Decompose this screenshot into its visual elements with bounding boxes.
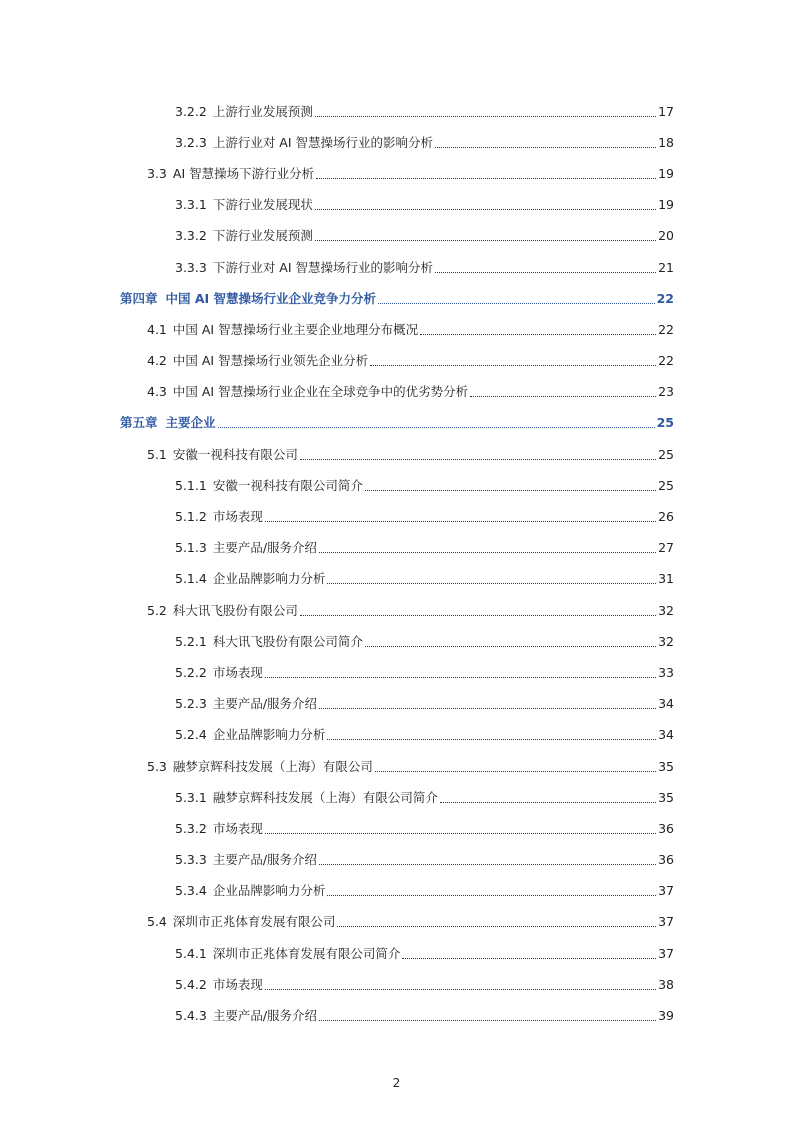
toc-entry-page: 36 bbox=[658, 820, 674, 836]
toc-entry[interactable] bbox=[0, 720, 793, 751]
toc-entry[interactable] bbox=[0, 595, 793, 626]
toc-entry-number: 5.3 bbox=[147, 758, 167, 774]
toc-entry[interactable] bbox=[0, 845, 793, 876]
toc-entry-page: 25 bbox=[658, 446, 674, 462]
toc-entry-number: 5.1.4 bbox=[175, 571, 207, 587]
toc-entry-number: 5.3.3 bbox=[175, 852, 207, 868]
toc-entry-title: 主要产品/服务介绍 bbox=[212, 1008, 318, 1024]
toc-entry[interactable] bbox=[0, 252, 793, 283]
toc-entry[interactable] bbox=[0, 938, 793, 969]
toc-entry-page: 21 bbox=[658, 259, 674, 275]
toc-entry-title: 科大讯飞股份有限公司简介 bbox=[212, 633, 363, 649]
toc-entry-page: 18 bbox=[658, 134, 674, 150]
toc-dot-leader bbox=[370, 364, 656, 366]
toc-dot-leader bbox=[265, 676, 656, 678]
toc-entry[interactable] bbox=[0, 470, 793, 501]
toc-entry-number: 5.2.2 bbox=[175, 664, 207, 680]
toc-entry-number: 3.2.2 bbox=[175, 103, 207, 119]
toc-entry-page: 31 bbox=[658, 571, 674, 587]
toc-dot-leader bbox=[265, 988, 656, 990]
toc-dot-leader bbox=[315, 115, 656, 117]
toc-entry[interactable] bbox=[0, 346, 793, 377]
toc-entry-title: AI 智慧操场下游行业分析 bbox=[172, 165, 315, 181]
toc-entry-title: 主要产品/服务介绍 bbox=[212, 696, 318, 712]
toc-dot-leader bbox=[470, 395, 656, 397]
toc-dot-leader bbox=[435, 146, 656, 148]
toc-entry-title: 上游行业发展预测 bbox=[212, 103, 313, 119]
toc-entry-number: 3.2.3 bbox=[175, 134, 207, 150]
toc-entry[interactable] bbox=[0, 533, 793, 564]
toc-dot-leader bbox=[365, 489, 656, 491]
toc-entry-title: 下游行业对 AI 智慧操场行业的影响分析 bbox=[212, 259, 433, 275]
toc-dot-leader bbox=[218, 426, 655, 428]
toc-dot-leader bbox=[365, 645, 656, 647]
toc-entry[interactable] bbox=[0, 564, 793, 595]
toc-entry-title: 市场表现 bbox=[212, 509, 263, 525]
toc-entry-page: 37 bbox=[658, 883, 674, 899]
toc-entry-number: 5.2.1 bbox=[175, 633, 207, 649]
toc-entry-title: 企业品牌影响力分析 bbox=[212, 727, 326, 743]
toc-entry-title: 企业品牌影响力分析 bbox=[212, 571, 326, 587]
toc-dot-leader bbox=[265, 520, 656, 522]
toc-entry-title: 市场表现 bbox=[212, 664, 263, 680]
toc-entry-page: 33 bbox=[658, 664, 674, 680]
toc-dot-leader bbox=[300, 614, 656, 616]
toc-entry-page: 34 bbox=[658, 696, 674, 712]
toc-entry-page: 22 bbox=[658, 321, 674, 337]
toc-dot-leader bbox=[315, 208, 656, 210]
toc-entry[interactable] bbox=[0, 190, 793, 221]
toc-entry-number: 5.1 bbox=[147, 446, 167, 462]
toc-entry[interactable] bbox=[0, 657, 793, 688]
toc-entry[interactable] bbox=[0, 439, 793, 470]
toc-entry-title: 中国 AI 智慧操场行业企业在全球竞争中的优劣势分析 bbox=[172, 384, 469, 400]
toc-entry-number: 5.3.1 bbox=[175, 789, 207, 805]
toc-entry-number: 第五章 bbox=[120, 415, 158, 431]
toc-entry-title: 中国 AI 智慧操场行业企业竞争力分析 bbox=[165, 290, 377, 306]
page-number: 2 bbox=[392, 1076, 401, 1090]
toc-entry-title: 中国 AI 智慧操场行业领先企业分析 bbox=[172, 353, 369, 369]
toc-entry[interactable] bbox=[0, 1000, 793, 1031]
toc-entry-title: 安徽一视科技有限公司 bbox=[172, 446, 298, 462]
toc-entry[interactable] bbox=[0, 221, 793, 252]
toc-entry[interactable] bbox=[0, 501, 793, 532]
toc-entry-page: 38 bbox=[658, 976, 674, 992]
toc-entry-page: 39 bbox=[658, 1008, 674, 1024]
toc-dot-leader bbox=[300, 458, 656, 460]
toc-entry-title: 深圳市正兆体育发展有限公司 bbox=[172, 914, 336, 930]
toc-entry-page: 37 bbox=[658, 945, 674, 961]
toc-entry-page: 17 bbox=[658, 103, 674, 119]
toc-dot-leader bbox=[378, 302, 655, 304]
toc-entry-title: 下游行业发展预测 bbox=[212, 228, 313, 244]
toc-dot-leader bbox=[319, 707, 656, 709]
toc-entry-page: 19 bbox=[658, 165, 674, 181]
toc-dot-leader bbox=[440, 801, 656, 803]
toc-entry-page: 34 bbox=[658, 727, 674, 743]
toc-entry[interactable] bbox=[0, 782, 793, 813]
toc-entry[interactable] bbox=[0, 127, 793, 158]
toc-entry-number: 3.3 bbox=[147, 165, 167, 181]
toc-entry-title: 融梦京辉科技发展（上海）有限公司 bbox=[172, 758, 373, 774]
toc-entry-page: 27 bbox=[658, 540, 674, 556]
table-of-contents bbox=[0, 96, 793, 1032]
toc-entry-number: 5.4 bbox=[147, 914, 167, 930]
toc-entry-page: 23 bbox=[658, 384, 674, 400]
toc-entry-number: 第四章 bbox=[120, 290, 158, 306]
toc-entry-page: 36 bbox=[658, 852, 674, 868]
toc-entry-title: 融梦京辉科技发展（上海）有限公司简介 bbox=[212, 789, 438, 805]
toc-entry-number: 5.3.4 bbox=[175, 883, 207, 899]
toc-entry-number: 5.2 bbox=[147, 602, 167, 618]
toc-entry-page: 19 bbox=[658, 197, 674, 213]
toc-entry[interactable] bbox=[0, 876, 793, 907]
toc-entry-title: 市场表现 bbox=[212, 820, 263, 836]
toc-entry-page: 32 bbox=[658, 633, 674, 649]
toc-entry-title: 深圳市正兆体育发展有限公司简介 bbox=[212, 945, 401, 961]
toc-entry-title: 市场表现 bbox=[212, 976, 263, 992]
toc-entry-title: 科大讯飞股份有限公司 bbox=[172, 602, 298, 618]
toc-dot-leader bbox=[337, 925, 656, 927]
toc-entry-title: 主要产品/服务介绍 bbox=[212, 540, 318, 556]
toc-entry-number: 5.4.2 bbox=[175, 976, 207, 992]
toc-entry-page: 26 bbox=[658, 509, 674, 525]
toc-entry-page: 35 bbox=[658, 758, 674, 774]
toc-entry-number: 3.3.2 bbox=[175, 228, 207, 244]
toc-entry[interactable] bbox=[0, 158, 793, 189]
toc-entry[interactable] bbox=[0, 96, 793, 127]
toc-entry-number: 5.4.3 bbox=[175, 1008, 207, 1024]
toc-dot-leader bbox=[315, 239, 656, 241]
toc-entry-number: 3.3.1 bbox=[175, 197, 207, 213]
toc-dot-leader bbox=[375, 770, 656, 772]
toc-dot-leader bbox=[327, 894, 656, 896]
toc-entry-page: 32 bbox=[658, 602, 674, 618]
toc-entry-title: 上游行业对 AI 智慧操场行业的影响分析 bbox=[212, 134, 433, 150]
toc-entry-number: 5.1.3 bbox=[175, 540, 207, 556]
toc-entry-number: 5.1.1 bbox=[175, 477, 207, 493]
toc-entry[interactable] bbox=[0, 969, 793, 1000]
toc-entry-title: 下游行业发展现状 bbox=[212, 197, 313, 213]
toc-chapter-entry[interactable] bbox=[0, 408, 793, 439]
toc-entry-page: 25 bbox=[656, 415, 674, 431]
toc-entry-number: 5.3.2 bbox=[175, 820, 207, 836]
toc-entry[interactable] bbox=[0, 377, 793, 408]
toc-entry-title: 主要产品/服务介绍 bbox=[212, 852, 318, 868]
toc-dot-leader bbox=[265, 832, 656, 834]
toc-entry[interactable] bbox=[0, 907, 793, 938]
toc-dot-leader bbox=[420, 333, 656, 335]
toc-entry-page: 22 bbox=[656, 290, 674, 306]
toc-dot-leader bbox=[402, 957, 656, 959]
toc-dot-leader bbox=[319, 551, 656, 553]
toc-entry-title: 企业品牌影响力分析 bbox=[212, 883, 326, 899]
toc-entry-number: 5.2.4 bbox=[175, 727, 207, 743]
toc-dot-leader bbox=[319, 1019, 656, 1021]
toc-entry-number: 4.3 bbox=[147, 384, 167, 400]
toc-dot-leader bbox=[327, 582, 656, 584]
toc-entry-number: 4.2 bbox=[147, 353, 167, 369]
toc-entry-title: 中国 AI 智慧操场行业主要企业地理分布概况 bbox=[172, 321, 419, 337]
toc-entry[interactable] bbox=[0, 689, 793, 720]
toc-entry[interactable] bbox=[0, 626, 793, 657]
toc-dot-leader bbox=[319, 863, 656, 865]
toc-entry-page: 22 bbox=[658, 353, 674, 369]
toc-dot-leader bbox=[435, 271, 656, 273]
toc-entry-number: 5.1.2 bbox=[175, 509, 207, 525]
toc-entry-page: 35 bbox=[658, 789, 674, 805]
toc-entry-number: 5.2.3 bbox=[175, 696, 207, 712]
toc-entry-page: 20 bbox=[658, 228, 674, 244]
toc-dot-leader bbox=[327, 738, 656, 740]
toc-entry-number: 5.4.1 bbox=[175, 945, 207, 961]
toc-entry[interactable] bbox=[0, 314, 793, 345]
toc-entry-title: 安徽一视科技有限公司简介 bbox=[212, 477, 363, 493]
toc-entry[interactable] bbox=[0, 813, 793, 844]
toc-entry-title: 主要企业 bbox=[165, 415, 216, 431]
toc-entry-page: 37 bbox=[658, 914, 674, 930]
toc-entry-number: 3.3.3 bbox=[175, 259, 207, 275]
toc-dot-leader bbox=[316, 177, 656, 179]
toc-entry-number: 4.1 bbox=[147, 321, 167, 337]
toc-entry-page: 25 bbox=[658, 477, 674, 493]
toc-chapter-entry[interactable] bbox=[0, 283, 793, 314]
toc-entry[interactable] bbox=[0, 751, 793, 782]
